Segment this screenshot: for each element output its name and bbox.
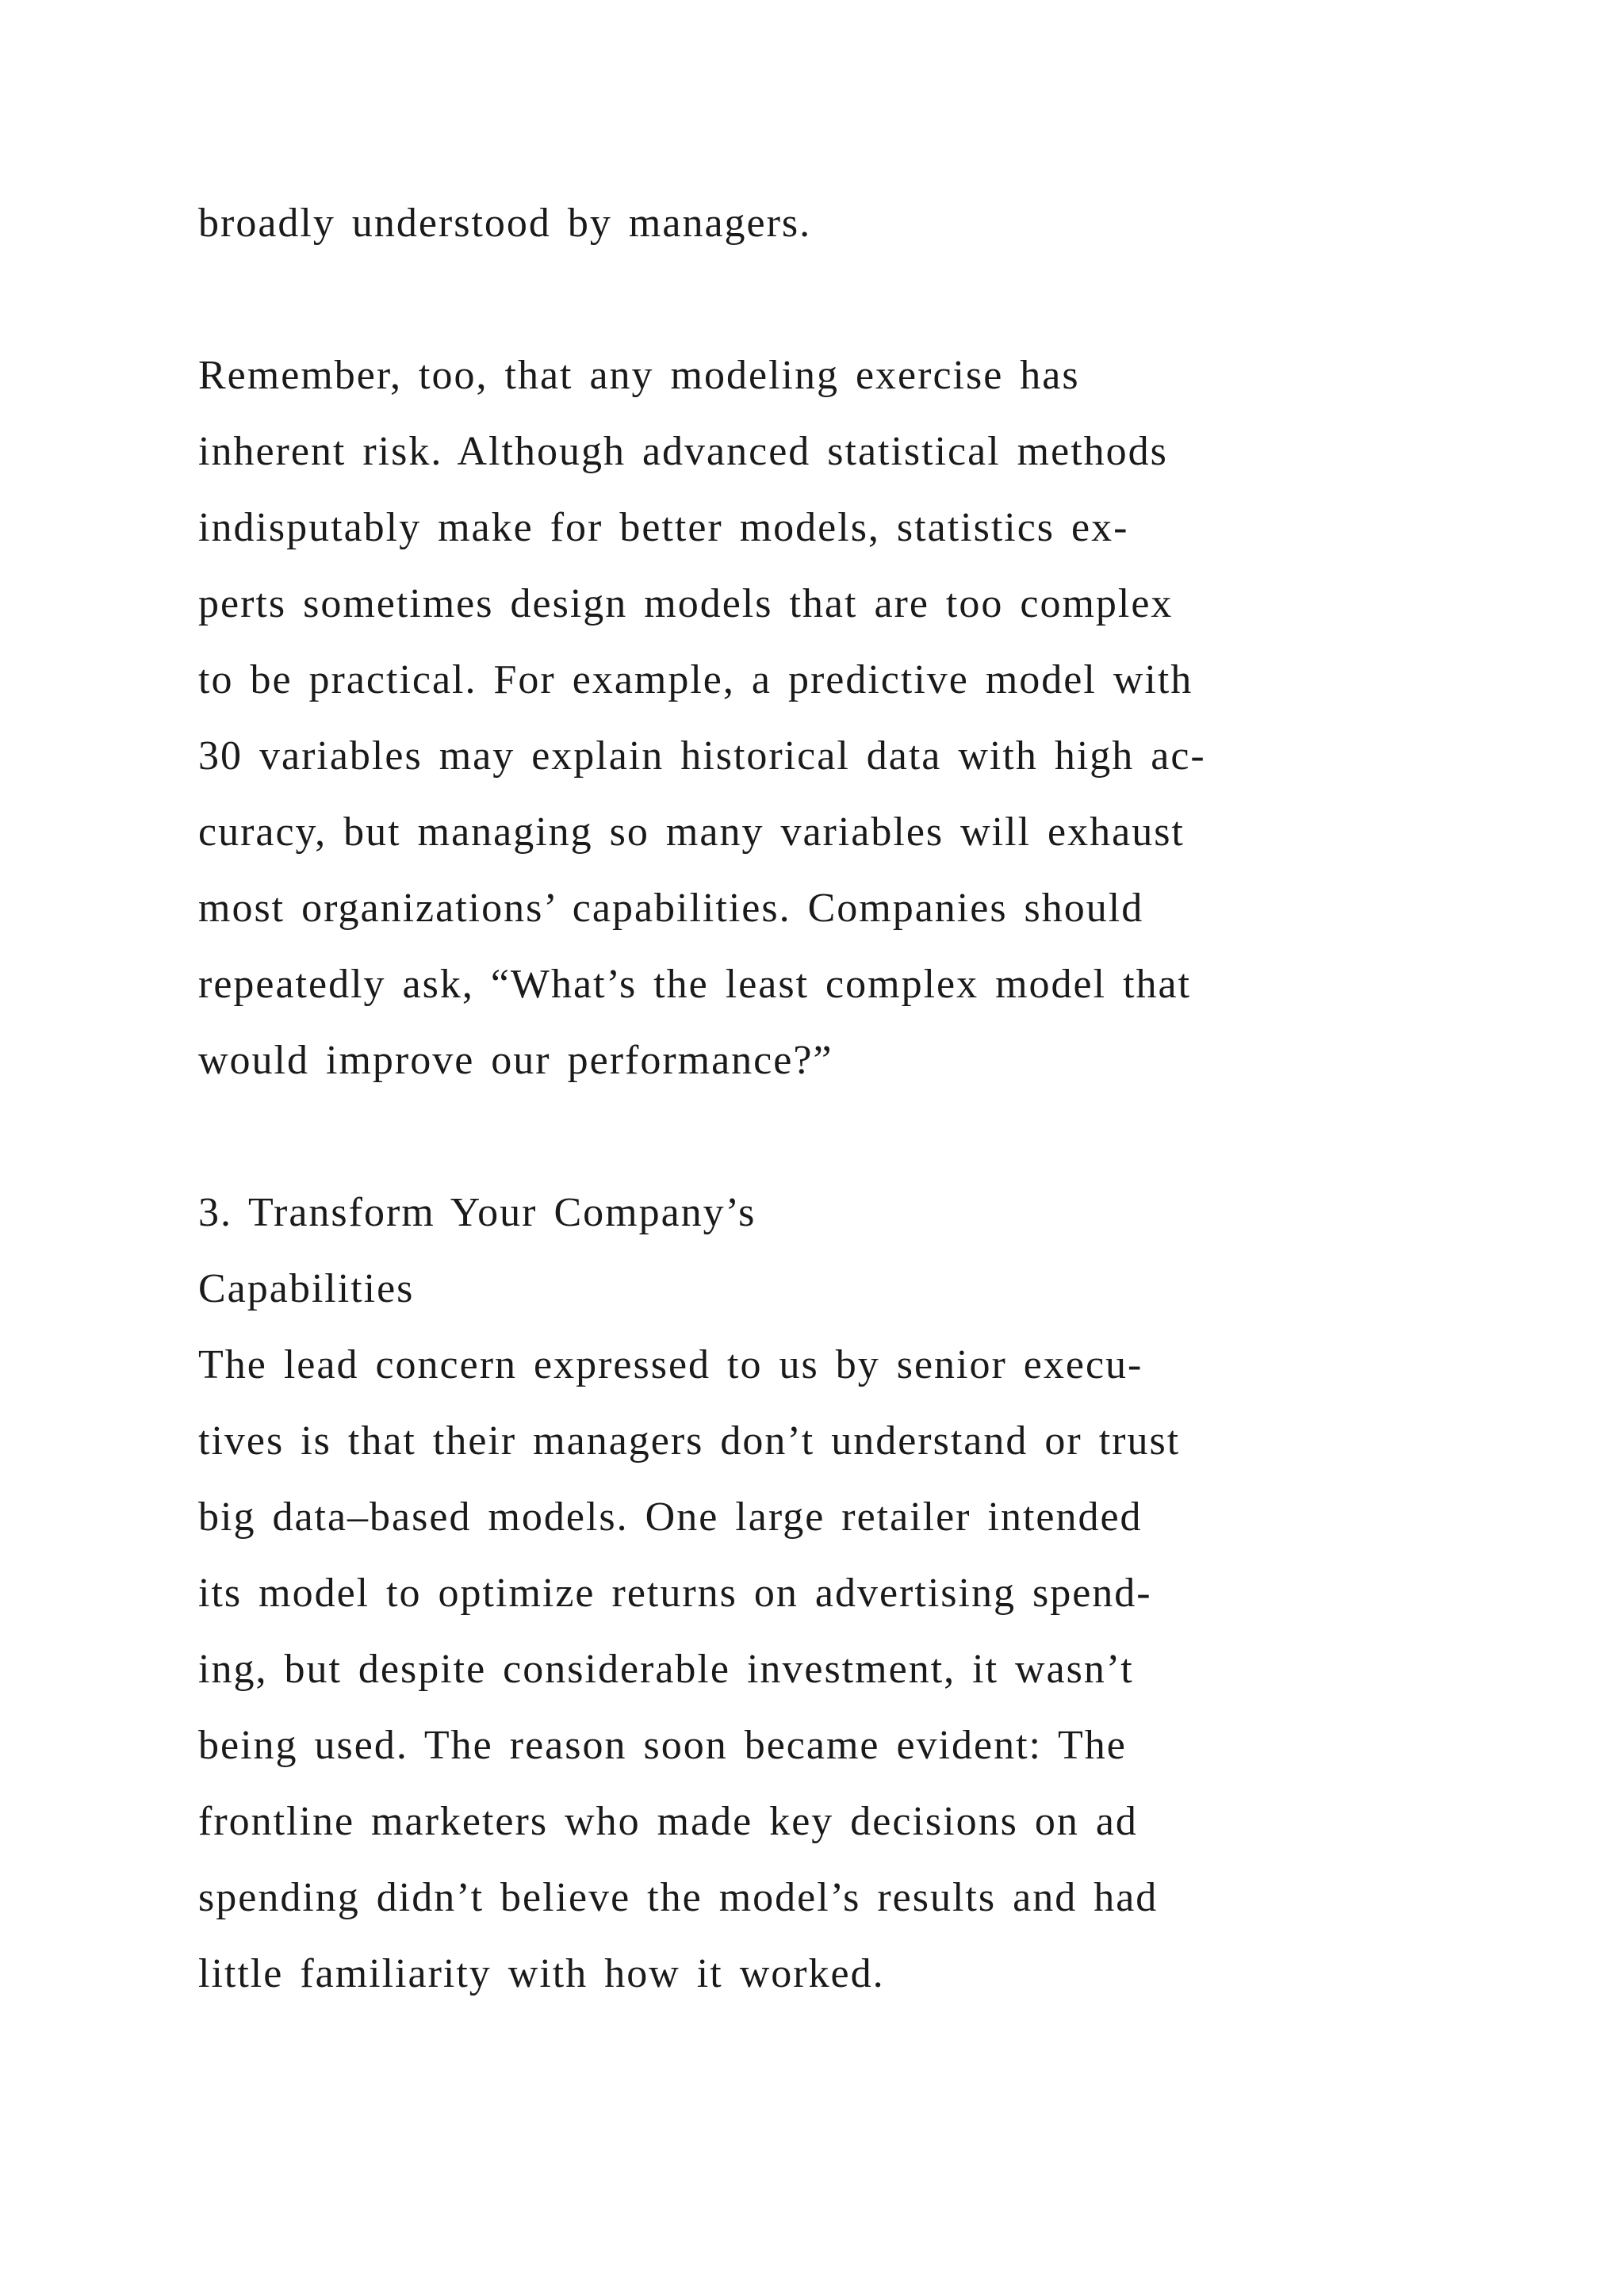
text-line: would improve our performance?”: [198, 1038, 833, 1083]
text-line: being used. The reason soon became evident: The: [198, 1723, 1127, 1768]
text-line: inherent risk. Although advanced statistical methods: [198, 429, 1168, 474]
text-line: broadly understood by managers.: [198, 201, 812, 246]
text-line: most organizations’ capabilities. Companies should: [198, 886, 1144, 931]
text-line: its model to optimize returns on advertising spend-: [198, 1571, 1152, 1616]
text-line: tives is that their managers don’t understand or trust: [198, 1418, 1181, 1464]
body-text: [198, 186, 1435, 2012]
text-line: repeatedly ask, “What’s the least complex model that: [198, 962, 1192, 1007]
text-line: little familiarity with how it worked.: [198, 1951, 885, 1996]
text-line: to be practical. For example, a predictive model with: [198, 657, 1193, 702]
text-line: ing, but despite considerable investment, it wasn’t: [198, 1647, 1134, 1692]
text-line: indisputably make for better models, statistics ex-: [198, 505, 1129, 550]
text-line: spending didn’t believe the model’s results and had: [198, 1875, 1159, 1920]
text-line: perts sometimes design models that are too complex: [198, 581, 1174, 626]
paragraph-gap: [198, 1099, 1435, 1175]
text-line: The lead concern expressed to us by senior execu-: [198, 1342, 1143, 1387]
text-line: big data–based models. One large retailer intended: [198, 1494, 1143, 1540]
section-heading-line: 3. Transform Your Company’s: [198, 1190, 756, 1235]
text-line: curacy, but managing so many variables will exhaust: [198, 809, 1185, 855]
section-heading-line: Capabilities: [198, 1266, 415, 1311]
paragraph-gap: [198, 262, 1435, 338]
text-line: frontline marketers who made key decisions on ad: [198, 1799, 1138, 1844]
text-line: 30 variables may explain historical data with high ac-: [198, 733, 1206, 779]
text-line: Remember, too, that any modeling exercise has: [198, 353, 1080, 398]
